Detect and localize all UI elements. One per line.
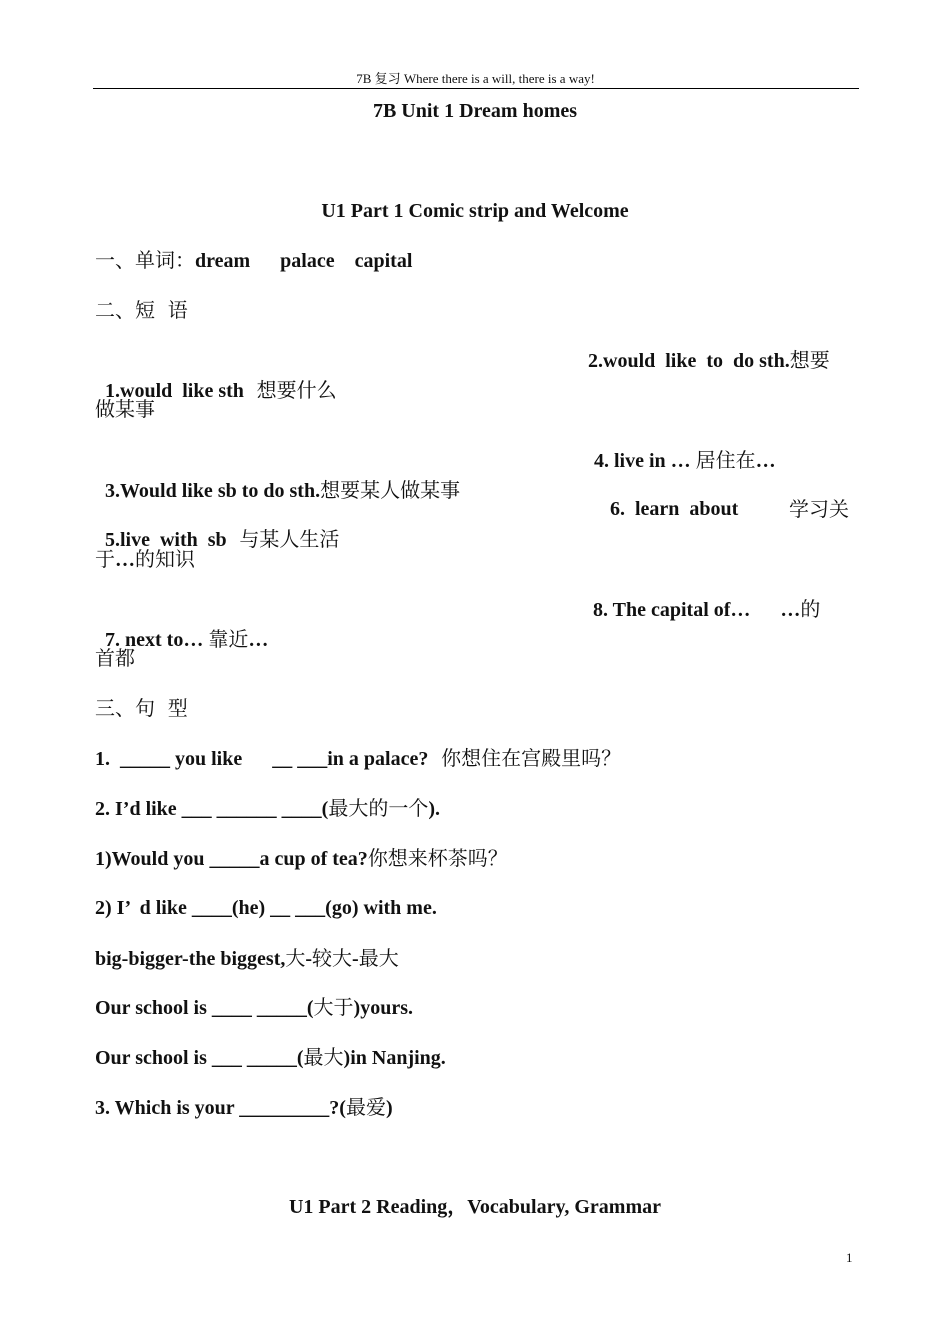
- sentence-3-cn: 你想来杯茶吗？: [367, 846, 508, 870]
- document-title: 7B Unit 1 Dream homes: [372, 100, 578, 122]
- phrase-8-en: 8. The capital of… …: [593, 599, 801, 621]
- phrase-3-cn: 想要某人做某事: [320, 478, 461, 502]
- phrase-6-cont-en: …: [115, 549, 135, 571]
- sentence-5-cn3: 最大: [358, 946, 399, 970]
- sentences-heading-text: 三、句 型: [95, 696, 188, 720]
- page-header: 7B 复习 Where there is a will, there is a way!: [356, 71, 595, 86]
- phrase-6-en: 6. learn about: [610, 498, 739, 520]
- sentence-2-en2: ).: [428, 798, 441, 820]
- sentence-5-en3: -: [352, 948, 359, 970]
- sentence-7: [95, 1042, 857, 1072]
- phrase-row-7: [95, 594, 857, 651]
- phrase-6-cont-cn2: 的知识: [135, 547, 195, 571]
- page-number: 1: [846, 1250, 853, 1265]
- sentence-5-en1: big-bigger-the biggest,: [95, 948, 286, 970]
- sentence-2-en1: 2. I’d like ___ ______ ____(: [95, 798, 329, 820]
- phrase-5-cn: 与某人生活: [226, 527, 340, 551]
- phrase-8-cn: 的: [800, 597, 821, 621]
- phrase-6: [610, 494, 738, 524]
- phrase-3-en: 3.Would like sb to do sth.: [105, 480, 321, 502]
- phrase-8-cont-text: 首都: [95, 646, 135, 670]
- sentence-1-en: 1. _____ you like __ ___in a palace?: [95, 748, 429, 770]
- phrase-8: [593, 594, 820, 625]
- sentence-8-en2: ): [385, 1097, 393, 1119]
- sentence-7-cn: 最大: [303, 1045, 344, 1069]
- phrase-7-en: 7. next to…: [105, 629, 209, 651]
- sentence-8: [95, 1092, 857, 1122]
- phrase-2-continued: [95, 394, 857, 424]
- phrase-6-continued: [95, 544, 857, 574]
- phrase-6-cont-cn1: 于: [95, 547, 115, 571]
- sentences-heading: [95, 693, 857, 723]
- sentence-7-en2: )in Nanjing.: [343, 1047, 446, 1069]
- sentence-7-en1: Our school is ___ _____(: [95, 1047, 304, 1069]
- phrase-row-1: [95, 345, 857, 402]
- words-label: 一、单词：: [95, 248, 195, 272]
- sentence-4-en: 2) I’ d like ____(he) __ ___(go) with me.: [95, 897, 437, 919]
- phrase-1-en: 1.would like sth: [105, 380, 244, 402]
- sentence-3: [95, 843, 857, 873]
- sentence-8-cn: 最爱: [345, 1095, 386, 1119]
- phrase-7-tail: …: [248, 629, 269, 651]
- sentence-6-en2: )yours.: [353, 997, 413, 1019]
- words-items: dream palace capital: [195, 250, 413, 272]
- sentence-5: [95, 943, 857, 973]
- sentence-5-en2: -: [305, 948, 313, 970]
- sentence-3-en: 1)Would you _____a cup of tea?: [95, 848, 368, 870]
- phrase-6-cn-wrap: [789, 494, 849, 525]
- phrase-4: [594, 445, 776, 476]
- sentence-8-en1: 3. Which is your _________?(: [95, 1097, 346, 1119]
- phrase-row-5: [95, 494, 857, 551]
- sentence-1-cn: 你想住在宫殿里吗？: [428, 746, 622, 770]
- part2-heading: U1 Part 2 Reading，Vocabulary, Grammar: [288, 1196, 661, 1218]
- phrases-heading: [95, 295, 857, 325]
- phrase-4-en: 4. live in …: [594, 450, 696, 472]
- phrase-5-en: 5.live with sb: [105, 529, 227, 551]
- header-divider: [93, 88, 859, 89]
- phrase-6-cn: 学习关: [789, 497, 849, 521]
- sentence-4: [95, 893, 857, 923]
- phrase-row-3: [95, 445, 857, 502]
- phrases-heading-text: 二、短 语: [95, 298, 188, 322]
- phrase-4-tail: …: [755, 450, 776, 472]
- phrase-8-continued: [95, 643, 857, 673]
- sentence-2: [95, 793, 857, 823]
- sentence-6: [95, 992, 857, 1022]
- phrase-7-cn: 靠近: [208, 627, 249, 651]
- phrase-4-cn: 居住在: [695, 448, 756, 472]
- phrase-2-en: 2.would like to do sth.: [588, 350, 790, 372]
- phrase-2-cont-text: 做某事: [95, 397, 155, 421]
- sentence-5-cn1: 大: [285, 946, 306, 970]
- sentence-1: [95, 743, 857, 773]
- sentence-5-cn2: 较大: [312, 946, 353, 970]
- sentence-6-cn: 大于: [313, 995, 354, 1019]
- phrase-2: [588, 345, 830, 376]
- sentence-6-en1: Our school is ____ _____(: [95, 997, 314, 1019]
- phrase-2-cn: 想要: [789, 348, 830, 372]
- part1-heading: U1 Part 1 Comic strip and Welcome: [321, 200, 629, 222]
- phrase-1-cn: 想要什么: [243, 378, 337, 402]
- sentence-2-cn: 最大的一个: [328, 796, 429, 820]
- words-row: [95, 245, 857, 275]
